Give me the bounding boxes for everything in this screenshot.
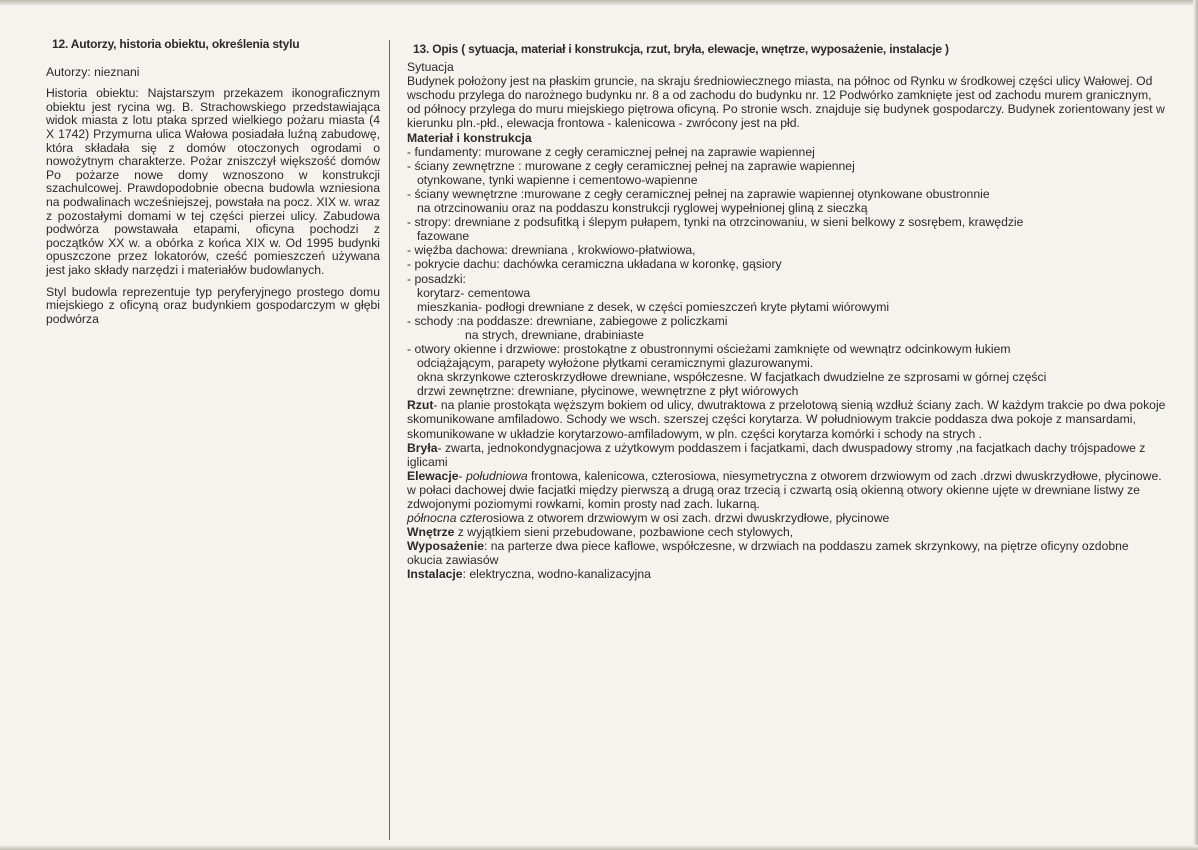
column-divider <box>389 40 390 840</box>
rzut-text: - na planie prostokąta węższym bokiem od ulicy, dwutraktowa z przelotową sienią wzdłuż ściany zach. W każdym trakcie po dwa pokoje skomunikowane amfiladowo. Schody we wsch. szerszej części korytarza. W południowym trakcie poddasza dwa pokoje z mansardami, skomunikowane w układzie korytarzowo-amfiladowym, w pln. części korytarza komórki i schody na strych . <box>407 398 1166 441</box>
wyposazenie-paragraph <box>407 539 1167 567</box>
material-line: - otwory okienne i drzwiowe: prostokątne z obustronnymi ościeżami zamknięte od wewnątrz odcinkowym łukiem <box>407 341 1011 356</box>
instalacje-paragraph <box>407 567 1167 581</box>
bryla-paragraph <box>407 441 1167 469</box>
bryla-text: - zwarta, jednokondygnacjowa z użytkowym poddaszem i facjatkami, dach dwuspadowy stromy ,na facjatkach dachy trójspadowe z iglicami <box>407 440 1146 469</box>
material-label: Materiał i konstrukcja <box>407 130 532 145</box>
elewacje-south-text: frontowa, kalenicowa, czterosiowa, niesymetryczna z otworem drzwiowym od zach .drzwi dwuskrzydłowe, płycinowe. w połaci dachowej dwie facjatki między pierwszą a drugą oraz trzecią i czwartą osią okienną otwory okienne ujęte w drewniane listwy ze zdwojonymi poziomymi rowkami, komin prosty nad zach. lukarną. <box>407 468 1162 511</box>
bryla-label: Bryła <box>407 440 438 455</box>
material-line: - schody :na poddasze: drewniane, zabiegowe z policzkami <box>407 313 728 328</box>
elewacje-label: Elewacje <box>407 468 459 483</box>
wyposazenie-text: : na parterze dwa piece kaflowe, współczesne, w drzwiach na poddaszu zamek skrzynkowy, na piętrze oficyny ozdobne okucia zawiasów <box>407 539 1129 568</box>
sytuacja-label: Sytuacja <box>407 60 454 75</box>
scan-edge-top <box>0 0 1198 6</box>
section-12-column <box>46 38 380 334</box>
wyposazenie-label: Wyposażenie <box>407 539 484 554</box>
wnetrze-paragraph <box>407 525 1167 539</box>
material-line: - stropy: drewniane z podsufitką i ślepym pułapem, tynki na otrzcinowaniu, w sieni belkowy z sosrębem, krawędzie <box>407 215 1024 230</box>
wnetrze-text: z wyjątkiem sieni przebudowane, pozbawione cech stylowych, <box>454 525 794 540</box>
elewacje-north-text: osiowa z otworem drzwiowym w osi zach. drzwi dwuskrzydłowe, płycinowe <box>486 511 890 526</box>
elewacje-north-label: północna czter <box>407 511 487 526</box>
material-line: odciążającym, parapety wyłożone płytkami ceramicznymi glazurowanymi. <box>417 356 814 371</box>
sytuacja-text: Budynek położony jest na płaskim gruncie, na skraju średniowiecznego miasta, na północ od Rynku w środkowej części ulicy Wałowej. Od wschodu przylega do narożnego budynku nr. 8 a od zachodu do budynku nr. 12 Podwórko zamknięte jest od zachodu murem granicznym, od północy przylega do muru miejskiego piętrowa oficyną. Po stronie wsch. znajduje się budynek gospodarczy. Budynek zorientowany jest w kierunku pln.-płd., elewacja frontowa - kalenicowa - zwrócony jest na płd. <box>407 74 1165 131</box>
history-text: Historia obiektu: Najstarszym przekazem ikonograficznym obiektu jest rycina wg. B. Strachowskiego przedstawiająca widok miasta z lotu ptaka sprzed wielkiego pożaru miasta (4 X 1742) Przymurna ulica Wałowa posiadała luźną zabudowę, która składała się z domów otoczonych ogrodami o nowożytnym charakterze. Pożar zniszczył większość domów Po pożarze nowe domy wznoszono w konstrukcji szachulcowej. Prawdopodobnie obecna budowla wzniesiona na podwalinach wcześniejszej, powstała na pocz. XIX w. wraz z pozostałymi domami w tej części pierzei ulicy. Zabudowa podwórza powstawała etapami, oficyna pochodzi z początków XX w. a obórka z końca XIX w. Od 1995 budynki opuszczone przez lokatorów, cześć pomieszczeń używana jest jako składy narzędzi i materiałów budowlanych. <box>46 86 380 277</box>
section-13-heading: 13. Opis ( sytuacja, materiał i konstrukcja, rzut, bryła, elewacje, wnętrze, wyposażenie, instalacje ) <box>413 42 949 56</box>
elewacje-south-label: południowa <box>465 468 528 483</box>
material-line: na otrzcinowaniu oraz na poddaszu konstrukcji ryglowej wypełnionej gliną z sieczką <box>417 201 868 216</box>
scan-edge-bottom <box>0 845 1198 850</box>
material-line: korytarz- cementowa <box>417 285 531 300</box>
material-line: otynkowane, tynki wapienne i cementowo-wapienne <box>417 172 698 187</box>
material-line: - pokrycie dachu: dachówka ceramiczna układana w koronkę, gąsiory <box>407 257 782 272</box>
wnetrze-label: Wnętrze <box>407 525 455 540</box>
material-line: - ściany zewnętrzne : murowane z cegły ceramicznej pełnej na zaprawie wapiennej <box>407 158 855 173</box>
instalacje-label: Instalacje <box>407 567 463 582</box>
instalacje-text: : elektryczna, wodno-kanalizacyjna <box>462 567 651 582</box>
scan-edge-right <box>1193 0 1198 850</box>
material-line: - więźba dachowa: drewniana , krokwiowo-płatwiowa, <box>407 243 696 258</box>
material-line: mieszkania- podłogi drewniane z desek, w części pomieszczeń kryte płytami wiórowymi <box>417 299 890 314</box>
rzut-paragraph <box>407 398 1167 440</box>
style-text: Styl budowla reprezentuje typ peryferyjnego prostego domu miejskiego z oficyną oraz budynkiem gospodarczym w głębi podwórza <box>46 284 380 326</box>
authors-text: Autorzy: nieznani <box>46 64 140 79</box>
material-line: okna skrzynkowe czteroskrzydłowe drewniane, współczesne. W facjatkach dwudzielne ze szprosami w górnej części <box>417 370 1047 385</box>
section-12-heading: 12. Autorzy, historia obiektu, określenia stylu <box>52 37 300 51</box>
material-line: - fundamenty: murowane z cegły ceramicznej pełnej na zaprawie wapiennej <box>407 144 815 159</box>
material-line: na strych, drewniane, drabiniaste <box>465 327 644 342</box>
material-line: - posadzki: <box>407 271 466 286</box>
material-line: drzwi zewnętrzne: drewniane, płycinowe, wewnętrzne z płyt wiórowych <box>417 384 799 399</box>
material-line: - ściany wewnętrzne :murowane z cegły ceramicznej pełnej na zaprawie wapiennej otynkowane obustronnie <box>407 186 990 201</box>
rzut-label: Rzut <box>407 398 434 413</box>
material-line: fazowane <box>417 229 470 244</box>
section-13-column <box>407 42 1167 582</box>
elewacje-paragraph: Elewacje- południowa frontowa, kalenicowa, czterosiowa, niesymetryczna z otworem drzwiowym od zach .drzwi dwuskrzydłowe, płycinowe. w połaci dachowej dwie facjatki między pierwszą a drugą oraz trzecią i czwartą osią okienną otwory okienne ujęte w drewniane listwy ze zdwojonymi poziomymi rowkami, komin prosty nad zach. lukarną. północna czterosiowa z otworem drzwiowym w osi zach. drzwi dwuskrzydłowe, płycinowe <box>407 468 1162 526</box>
